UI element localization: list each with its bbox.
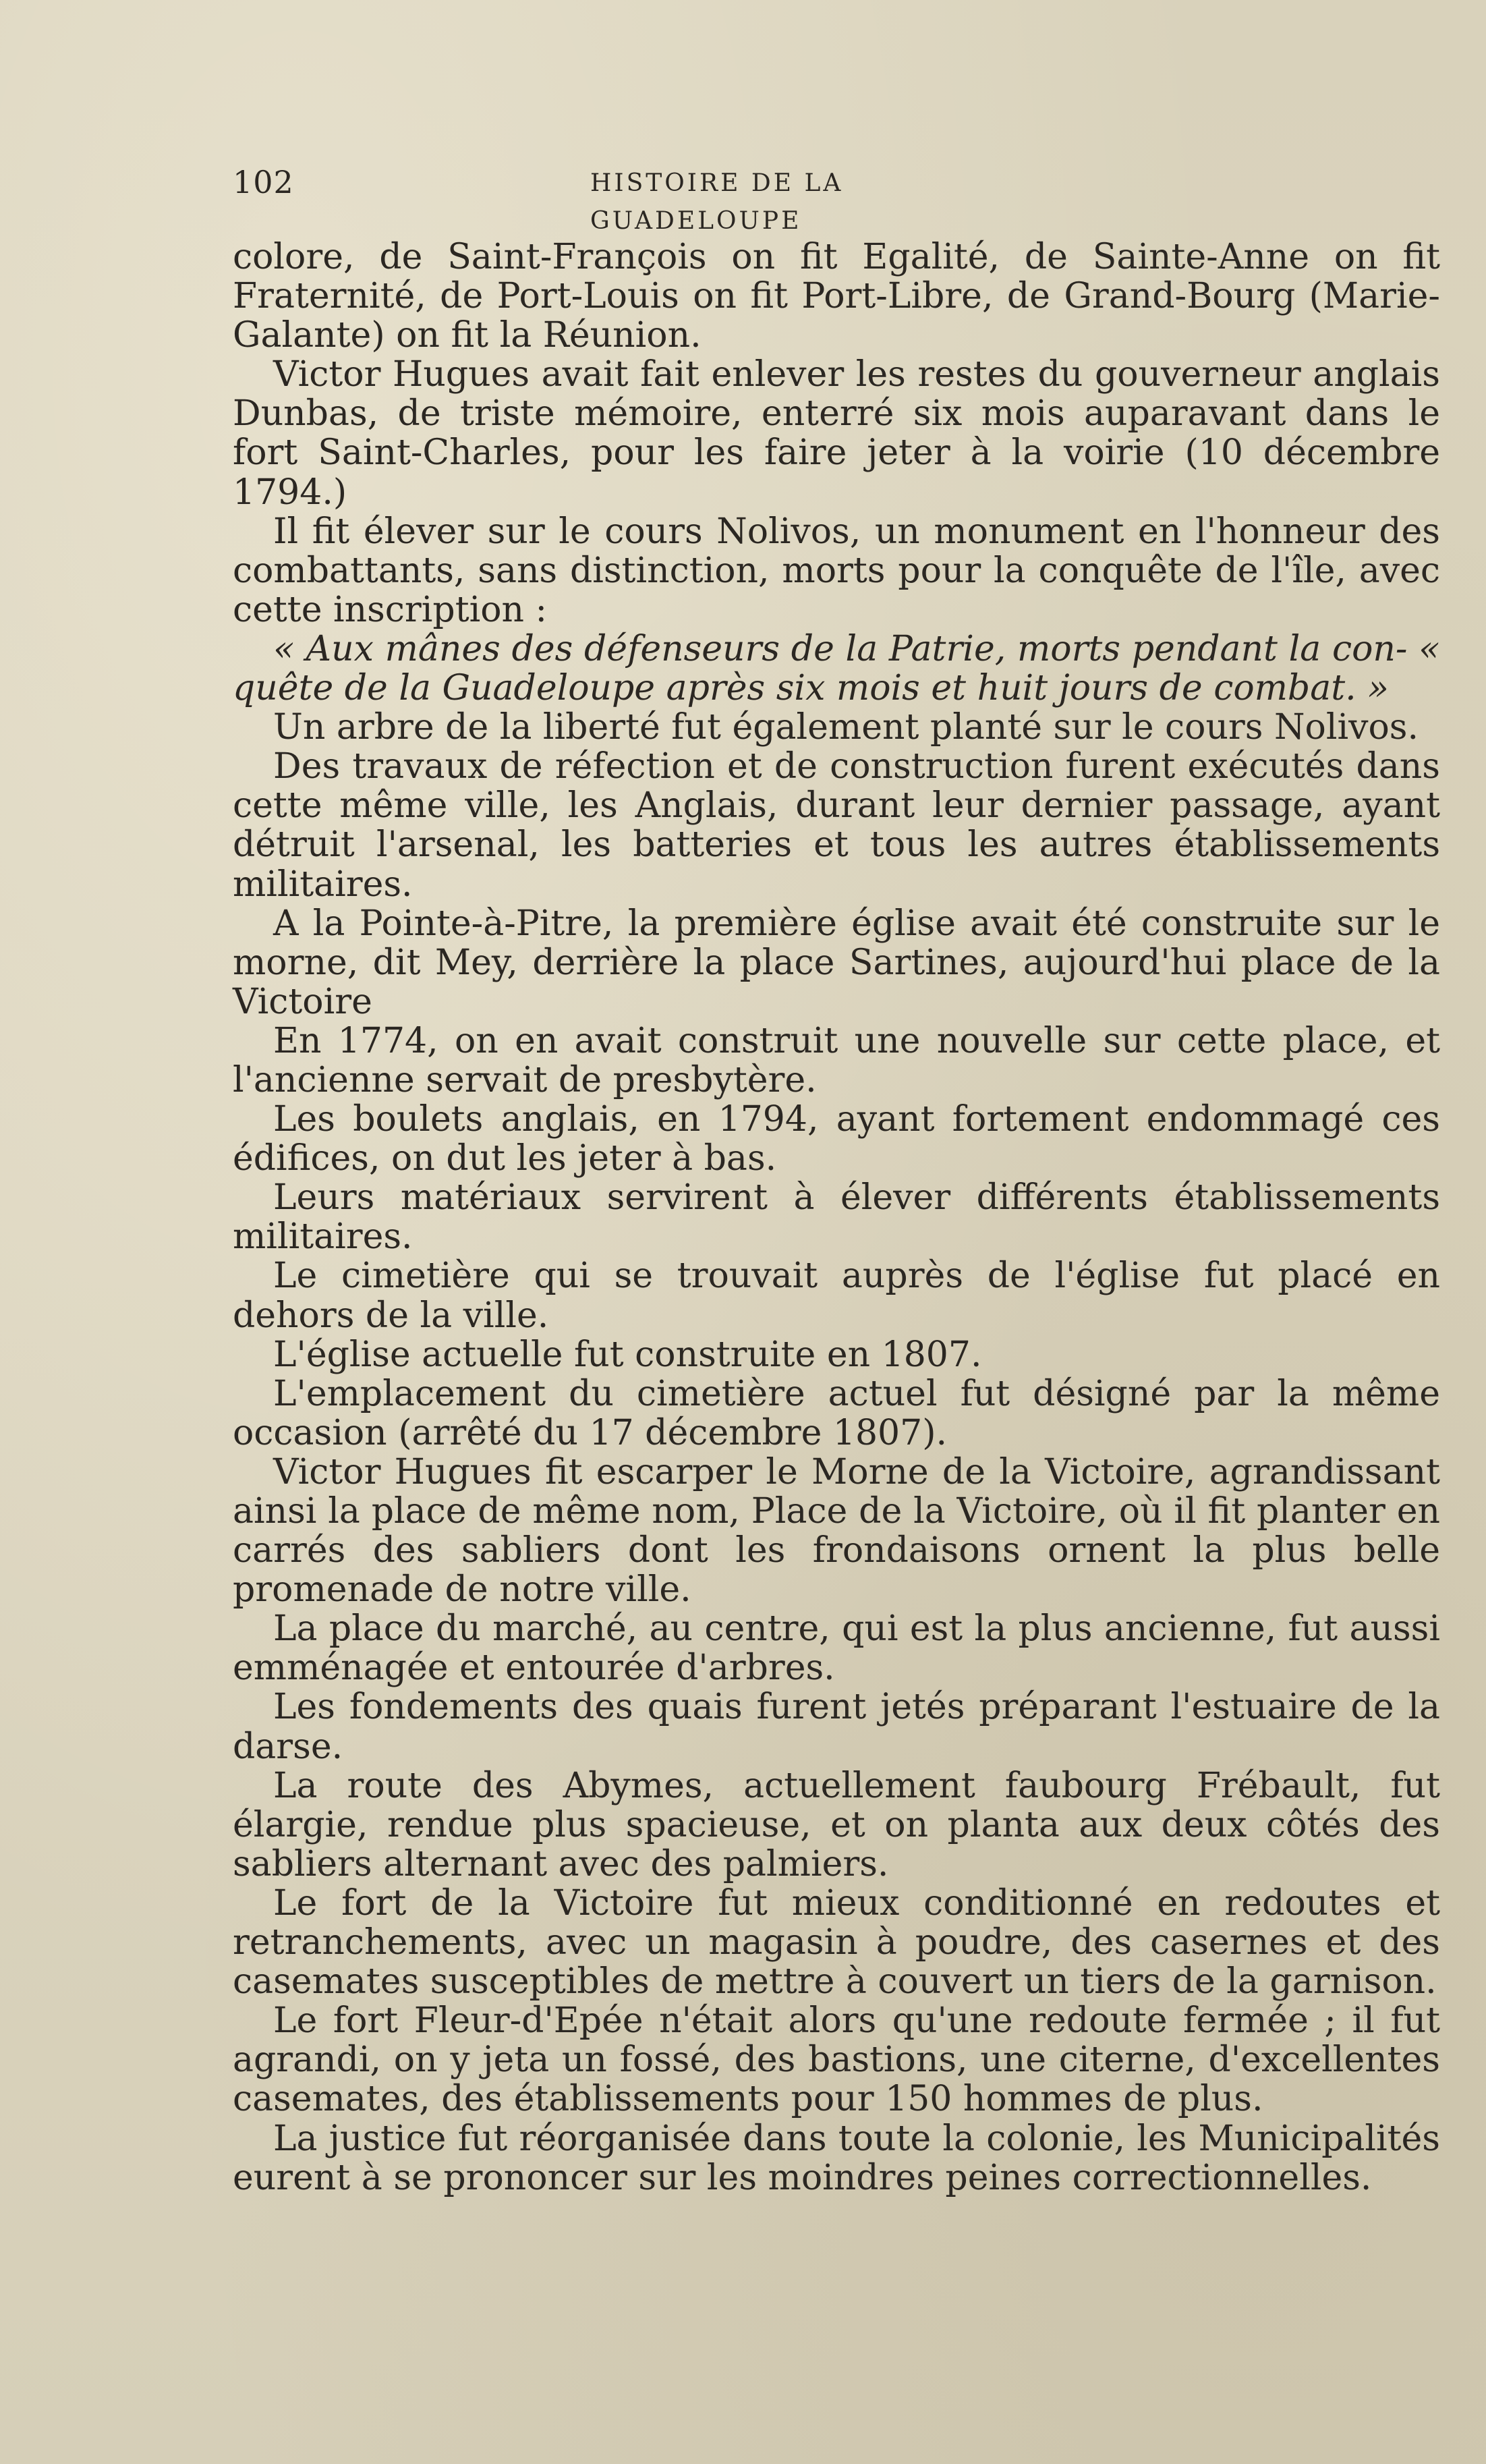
paragraph: Un arbre de la liberté fut également planté sur le cours Nolivos. bbox=[273, 707, 1419, 748]
paragraph: L'église actuelle fut construite en 1807. bbox=[273, 1334, 982, 1375]
paragraph: Les boulets anglais, en 1794, ayant fortement endommagé ces édifices, on dut les jeter à bas. bbox=[233, 1099, 1440, 1179]
paragraph: La route des Abymes, actuellement faubourg Frébault, fut élargie, rendue plus spacieuse, et on planta aux deux côtés des sabliers alternant avec des palmiers. bbox=[233, 1765, 1440, 1884]
paragraph: Le cimetière qui se trouvait auprès de l'église fut placé en dehors de la ville. bbox=[233, 1256, 1440, 1336]
paragraph: Des travaux de réfection et de construction furent exécutés dans cette même ville, les Anglais, durant leur dernier passage, ayant détruit l'arsenal, les batteries et tous les autres établissements militaires. bbox=[233, 746, 1440, 905]
paragraph: colore, de Saint-François on fit Egalité, de Sainte-Anne on fit Fraternité, de Port-Louis on fit Port-Libre, de Grand-Bourg (Marie-Galante) on fit la Réunion. bbox=[233, 237, 1440, 356]
running-title: HISTOIRE DE LA GUADELOUPE bbox=[590, 169, 844, 235]
paragraph: La place du marché, au centre, qui est la plus ancienne, fut aussi emménagée et entourée d'arbres. bbox=[233, 1608, 1440, 1689]
paragraph: Les fondements des quais furent jetés préparant l'estuaire de la darse. bbox=[233, 1687, 1440, 1767]
paragraph: En 1774, on en avait construit une nouvelle sur cette place, et l'ancienne servait de presbytère. bbox=[233, 1020, 1440, 1100]
paragraph: Le fort de la Victoire fut mieux conditionné en redoutes et retranchements, avec un magasin à poudre, des casernes et des casemates susceptibles de mettre à couvert un tiers de la garnison. bbox=[233, 1882, 1440, 2003]
paragraph: Le fort Fleur-d'Epée n'était alors qu'une redoute fermée ; il fut agrandi, on y jeta un fossé, des bastions, une citerne, d'excellentes casemates, des établissements pour 150 hommes de plus. bbox=[233, 2000, 1440, 2120]
inscription-quote: « Aux mânes des défenseurs de la Patrie, morts pendant la con- « quête de la Guadeloupe après six mois et huit jours de combat. » bbox=[233, 628, 1440, 709]
body-text bbox=[233, 237, 1440, 2197]
paragraph: L'emplacement du cimetière actuel fut désigné par la même occasion (arrêté du 17 décembre 1807). bbox=[233, 1373, 1440, 1453]
running-head bbox=[233, 162, 1062, 235]
paragraph: Il fit élever sur le cours Nolivos, un monument en l'honneur des combattants, sans distinction, morts pour la conquête de l'île, avec cette inscription : bbox=[233, 511, 1440, 630]
paragraph: A la Pointe-à-Pitre, la première église avait été construite sur le morne, dit Mey, derrière la place Sartines, aujourd'hui place de la Victoire bbox=[233, 903, 1440, 1022]
paragraph: Victor Hugues avait fait enlever les restes du gouverneur anglais Dunbas, de triste mémoire, enterré six mois auparavant dans le fort Saint-Charles, pour les faire jeter à la voirie (10 décembre 1794.) bbox=[233, 354, 1440, 513]
paragraph: Leurs matériaux servirent à élever différents établissements militaires. bbox=[233, 1177, 1440, 1258]
paragraph: Victor Hugues fit escarper le Morne de la Victoire, agrandissant ainsi la place de même nom, Place de la Victoire, où il fit planter en carrés des sabliers dont les frondaisons ornent la plus belle promenade de notre ville. bbox=[233, 1451, 1440, 1611]
page-number: 102 bbox=[233, 164, 294, 200]
paragraph: La justice fut réorganisée dans toute la colonie, les Municipalités eurent à se prononcer sur les moindres peines correctionnelles. bbox=[233, 2118, 1440, 2198]
